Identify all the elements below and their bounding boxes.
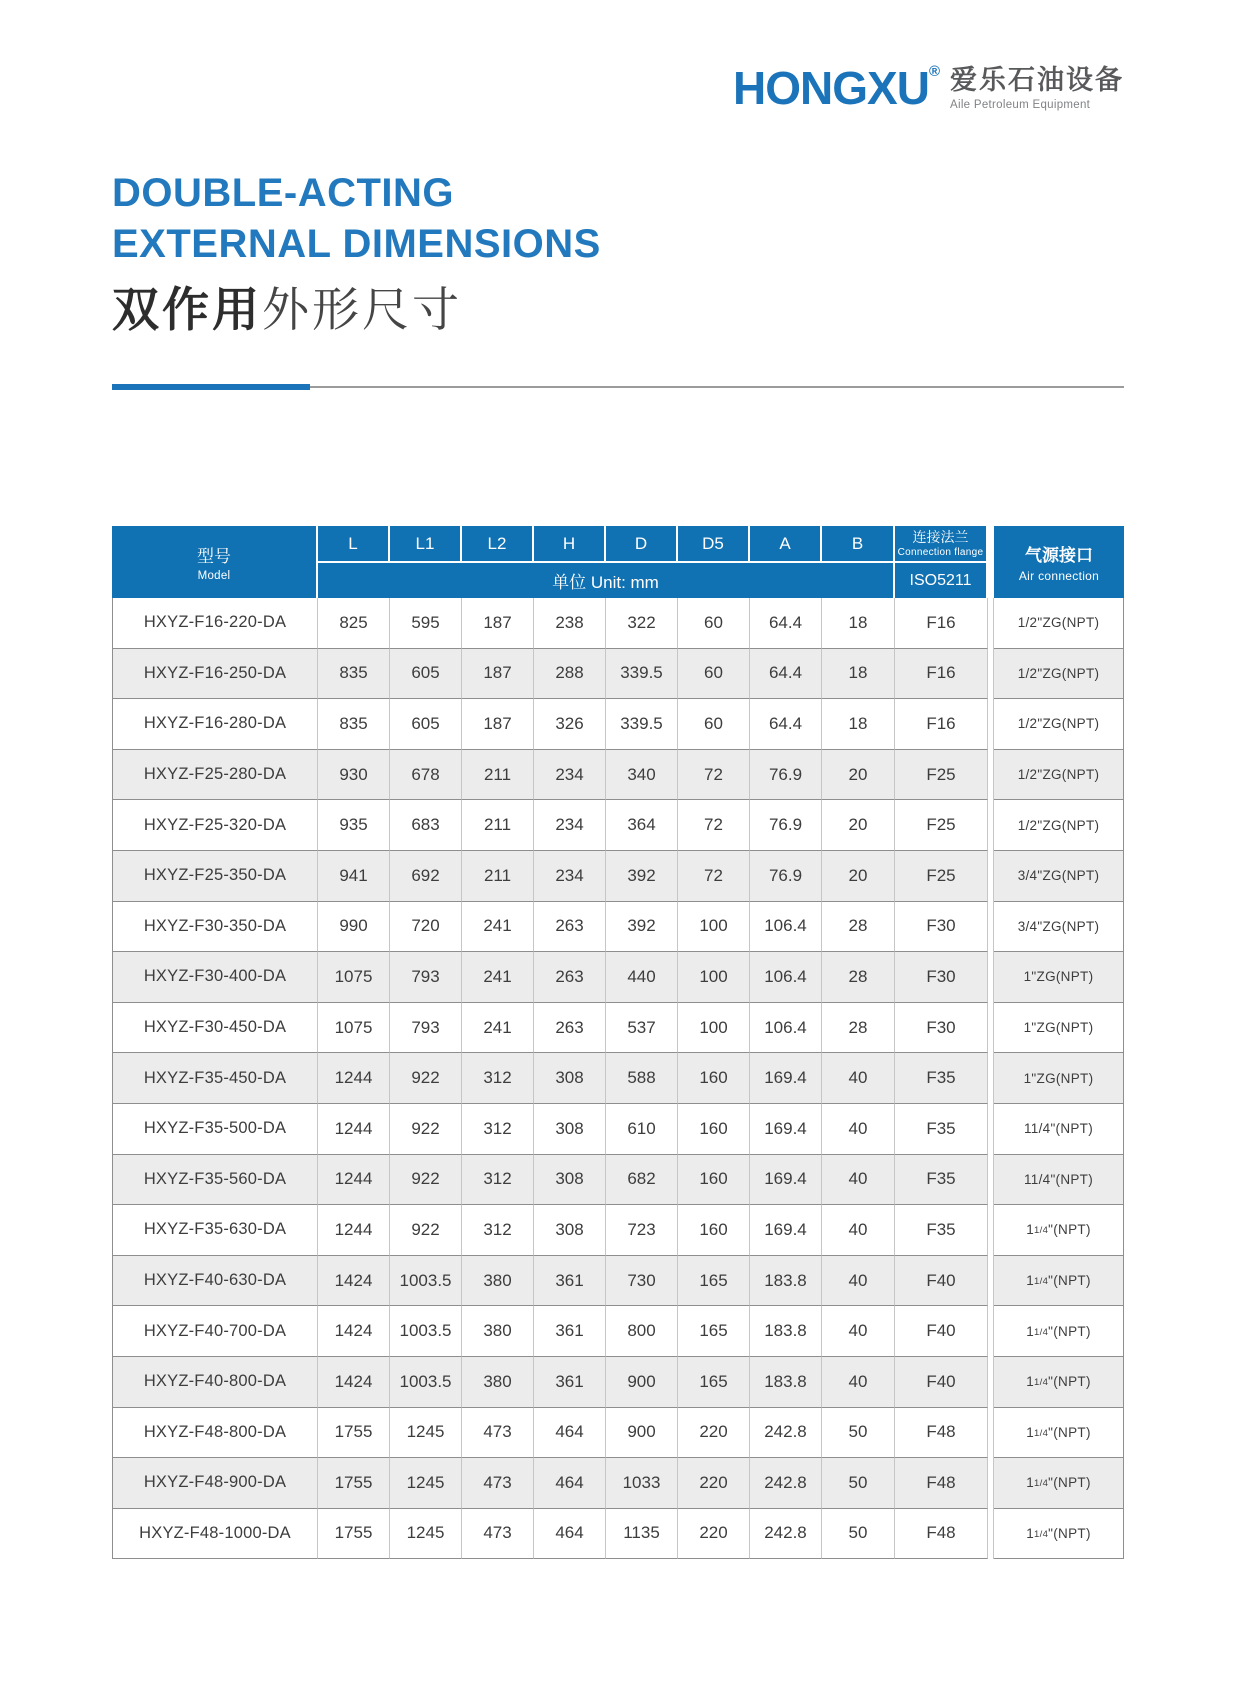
air-connection-cell (994, 851, 1124, 902)
table-row (112, 1408, 1124, 1459)
dimension-cell: 50 (822, 1458, 895, 1509)
air-text-suffix: "(NPT) (1048, 1323, 1091, 1339)
dimension-cell: 187 (462, 598, 534, 649)
dimension-cell: 312 (462, 1205, 534, 1256)
dimension-cell: 723 (606, 1205, 678, 1256)
dimension-cell: 312 (462, 1053, 534, 1104)
dimension-cell: 1245 (390, 1458, 462, 1509)
dimension-cell: 473 (462, 1408, 534, 1459)
dimension-cell: 60 (678, 649, 750, 700)
header-air-connection (994, 526, 1124, 598)
air-text-suffix: "(NPT) (1048, 1424, 1091, 1440)
title-cn-bold: 双作用 (112, 283, 262, 336)
dimension-cell: 169.4 (750, 1104, 822, 1155)
dimension-cell: 605 (390, 699, 462, 750)
dimension-cell: 220 (678, 1458, 750, 1509)
header-iso-standard: ISO5211 (895, 563, 988, 598)
air-text: 3/4"ZG(NPT) (1017, 918, 1100, 934)
dimension-cell: 900 (606, 1357, 678, 1408)
dimension-cell: 922 (390, 1104, 462, 1155)
air-connection-cell (994, 649, 1124, 700)
dimension-cell: 380 (462, 1256, 534, 1307)
dimension-cell: 380 (462, 1357, 534, 1408)
dimension-cell: 187 (462, 649, 534, 700)
table-row (112, 1357, 1124, 1408)
air-connection-cell (994, 1205, 1124, 1256)
dimension-cell: 64.4 (750, 649, 822, 700)
dimensions-table (112, 526, 1124, 1559)
air-text: 1/2"ZG(NPT) (1017, 716, 1100, 732)
table-row (112, 1003, 1124, 1054)
dimension-cell: 326 (534, 699, 606, 750)
dimension-cell: 60 (678, 699, 750, 750)
model-cell: HXYZ-F30-400-DA (112, 952, 318, 1003)
flange-cell: F30 (895, 902, 988, 953)
dimension-cell: 683 (390, 800, 462, 851)
dimension-cell: 464 (534, 1509, 606, 1560)
dimension-cell: 361 (534, 1306, 606, 1357)
air-connection-cell (994, 1408, 1124, 1459)
flange-cell: F25 (895, 800, 988, 851)
air-fraction: 1/4 (1034, 1427, 1049, 1439)
dimension-cell: 242.8 (750, 1458, 822, 1509)
dimension-cell: 605 (390, 649, 462, 700)
header-dim-L1: L1 (390, 526, 462, 563)
dimension-cell: 835 (318, 699, 390, 750)
dimension-cell: 595 (390, 598, 462, 649)
dimension-cell: 941 (318, 851, 390, 902)
dimension-cell: 20 (822, 851, 895, 902)
dimension-cell: 28 (822, 1003, 895, 1054)
table-row (112, 1509, 1124, 1560)
table-row (112, 1053, 1124, 1104)
air-text: 3/4"ZG(NPT) (1017, 868, 1100, 884)
header-dim-B: B (822, 526, 895, 563)
dimension-cell: 800 (606, 1306, 678, 1357)
dimension-cell: 40 (822, 1104, 895, 1155)
table-row (112, 800, 1124, 851)
air-text: 1"ZG(NPT) (1023, 969, 1094, 985)
flange-cell: F16 (895, 598, 988, 649)
dimension-cell: 160 (678, 1053, 750, 1104)
dimension-cell: 211 (462, 851, 534, 902)
model-cell: HXYZ-F16-250-DA (112, 649, 318, 700)
title-line-2: EXTERNAL DIMENSIONS (112, 222, 601, 266)
dimension-cell: 308 (534, 1205, 606, 1256)
header-row-1 (112, 526, 1124, 563)
dimension-cell: 72 (678, 750, 750, 801)
model-cell: HXYZ-F48-900-DA (112, 1458, 318, 1509)
dimension-cell: 40 (822, 1306, 895, 1357)
table-row (112, 699, 1124, 750)
dimension-cell: 60 (678, 598, 750, 649)
dimension-cell: 20 (822, 750, 895, 801)
dimension-cell: 160 (678, 1104, 750, 1155)
dimension-cell: 308 (534, 1104, 606, 1155)
title-cn (112, 283, 601, 336)
header-unit: 单位 Unit: mm (318, 563, 895, 598)
air-text: 1 (1026, 1222, 1035, 1238)
dimension-cell: 241 (462, 952, 534, 1003)
flange-cell: F30 (895, 1003, 988, 1054)
flange-cell: F16 (895, 649, 988, 700)
dimension-cell: 76.9 (750, 851, 822, 902)
dimension-cell: 40 (822, 1053, 895, 1104)
dimension-cell: 165 (678, 1256, 750, 1307)
dimension-cell: 18 (822, 649, 895, 700)
dimension-cell: 922 (390, 1205, 462, 1256)
dimension-cell: 339.5 (606, 699, 678, 750)
dimension-cell: 1003.5 (390, 1357, 462, 1408)
model-cell: HXYZ-F40-630-DA (112, 1256, 318, 1307)
air-connection-cell (994, 1306, 1124, 1357)
flange-cell: F40 (895, 1306, 988, 1357)
dimension-cell: 322 (606, 598, 678, 649)
dimension-cell: 730 (606, 1256, 678, 1307)
header-flange-cn: 连接法兰 (912, 528, 969, 545)
table-row (112, 952, 1124, 1003)
flange-cell: F40 (895, 1256, 988, 1307)
dimension-cell: 361 (534, 1357, 606, 1408)
header-dim-D5: D5 (678, 526, 750, 563)
dimension-cell: 28 (822, 902, 895, 953)
dimension-cell: 930 (318, 750, 390, 801)
dimension-cell: 610 (606, 1104, 678, 1155)
dimension-cell: 242.8 (750, 1408, 822, 1459)
flange-cell: F35 (895, 1205, 988, 1256)
dimension-cell: 1003.5 (390, 1256, 462, 1307)
model-cell: HXYZ-F35-560-DA (112, 1155, 318, 1206)
dimension-cell: 288 (534, 649, 606, 700)
dimension-cell: 392 (606, 851, 678, 902)
table-row (112, 649, 1124, 700)
dimension-cell: 678 (390, 750, 462, 801)
dimension-cell: 100 (678, 952, 750, 1003)
flange-cell: F16 (895, 699, 988, 750)
air-connection-cell (994, 902, 1124, 953)
dimension-cell: 692 (390, 851, 462, 902)
header-dim-H: H (534, 526, 606, 563)
dimension-cell: 64.4 (750, 598, 822, 649)
dimension-cell: 1244 (318, 1104, 390, 1155)
flange-cell: F35 (895, 1155, 988, 1206)
model-cell: HXYZ-F35-500-DA (112, 1104, 318, 1155)
header-model (112, 526, 318, 598)
flange-cell: F35 (895, 1104, 988, 1155)
model-cell: HXYZ-F16-280-DA (112, 699, 318, 750)
air-text: 1/2"ZG(NPT) (1017, 665, 1100, 681)
air-connection-cell (994, 1155, 1124, 1206)
title-divider (112, 384, 1124, 390)
dimension-cell: 106.4 (750, 902, 822, 953)
dimension-cell: 1075 (318, 1003, 390, 1054)
table-row (112, 1104, 1124, 1155)
dimension-cell: 40 (822, 1155, 895, 1206)
dimension-cell: 40 (822, 1205, 895, 1256)
table-row (112, 1256, 1124, 1307)
brand-logo-block (733, 62, 1124, 114)
dimension-cell: 263 (534, 952, 606, 1003)
dimension-cell: 1424 (318, 1306, 390, 1357)
dimension-cell: 340 (606, 750, 678, 801)
dimension-cell: 18 (822, 699, 895, 750)
model-cell: HXYZ-F35-450-DA (112, 1053, 318, 1104)
air-fraction: 1/4 (1034, 1225, 1049, 1237)
air-text-suffix: "(NPT) (1048, 1525, 1091, 1541)
dimension-cell: 241 (462, 902, 534, 953)
dimension-cell: 1755 (318, 1408, 390, 1459)
dimension-cell: 1244 (318, 1155, 390, 1206)
header-dim-L: L (318, 526, 390, 563)
air-connection-cell (994, 800, 1124, 851)
air-text: 1 (1026, 1374, 1035, 1390)
air-text-suffix: "(NPT) (1048, 1374, 1091, 1390)
dimension-cell: 234 (534, 750, 606, 801)
dimension-cell: 100 (678, 902, 750, 953)
header-dim-L2: L2 (462, 526, 534, 563)
dimension-cell: 169.4 (750, 1205, 822, 1256)
model-cell: HXYZ-F48-1000-DA (112, 1509, 318, 1560)
flange-cell: F35 (895, 1053, 988, 1104)
dimension-cell: 234 (534, 851, 606, 902)
model-cell: HXYZ-F40-800-DA (112, 1357, 318, 1408)
dimension-cell: 308 (534, 1155, 606, 1206)
header-flange-en: Connection flange (897, 546, 984, 558)
title-cn-rest: 外形尺寸 (262, 283, 462, 336)
header-dim-D: D (606, 526, 678, 563)
dimension-cell: 18 (822, 598, 895, 649)
air-fraction: 1/4 (1034, 1528, 1049, 1540)
dimension-cell: 392 (606, 902, 678, 953)
dimension-cell: 440 (606, 952, 678, 1003)
flange-cell: F48 (895, 1509, 988, 1560)
air-text: 1/2"ZG(NPT) (1017, 615, 1100, 631)
dimension-cell: 1245 (390, 1408, 462, 1459)
model-cell: HXYZ-F30-450-DA (112, 1003, 318, 1054)
dimension-cell: 50 (822, 1408, 895, 1459)
table-row (112, 750, 1124, 801)
brand-name-cn: 爱乐石油设备 (950, 65, 1124, 95)
flange-cell: F48 (895, 1408, 988, 1459)
dimension-cell: 263 (534, 902, 606, 953)
dimension-cell: 825 (318, 598, 390, 649)
hongxu-wordmark (733, 62, 940, 114)
dimension-cell: 169.4 (750, 1155, 822, 1206)
dimension-cell: 183.8 (750, 1357, 822, 1408)
dimension-cell: 242.8 (750, 1509, 822, 1560)
dimension-cell: 835 (318, 649, 390, 700)
air-text: 1"ZG(NPT) (1023, 1070, 1094, 1086)
air-connection-cell (994, 1458, 1124, 1509)
dimension-cell: 72 (678, 800, 750, 851)
dimension-cell: 160 (678, 1155, 750, 1206)
dimension-cell: 263 (534, 1003, 606, 1054)
table-body (112, 598, 1124, 1559)
dimension-cell: 165 (678, 1306, 750, 1357)
dimension-cell: 211 (462, 750, 534, 801)
dimension-cell: 720 (390, 902, 462, 953)
model-cell: HXYZ-F25-350-DA (112, 851, 318, 902)
air-text-suffix: "(NPT) (1048, 1273, 1091, 1289)
dimension-cell: 76.9 (750, 750, 822, 801)
air-text: 1/2"ZG(NPT) (1017, 817, 1100, 833)
dimension-cell: 473 (462, 1509, 534, 1560)
flange-cell: F25 (895, 750, 988, 801)
air-connection-cell (994, 1053, 1124, 1104)
air-connection-cell (994, 1256, 1124, 1307)
dimension-cell: 183.8 (750, 1306, 822, 1357)
dimension-cell: 1244 (318, 1205, 390, 1256)
air-text: 1 (1026, 1424, 1035, 1440)
air-connection-cell (994, 699, 1124, 750)
air-text: 11/4"(NPT) (1023, 1171, 1094, 1187)
air-fraction: 1/4 (1034, 1478, 1049, 1490)
dimension-cell: 187 (462, 699, 534, 750)
dimension-cell: 238 (534, 598, 606, 649)
air-text: 11/4"(NPT) (1023, 1121, 1094, 1137)
air-text: 1 (1026, 1475, 1035, 1491)
dimension-cell: 682 (606, 1155, 678, 1206)
dimension-cell: 1075 (318, 952, 390, 1003)
dimension-cell: 308 (534, 1053, 606, 1104)
header-model-cn: 型号 (197, 547, 231, 566)
dimension-cell: 100 (678, 1003, 750, 1054)
air-connection-cell (994, 750, 1124, 801)
dimension-cell: 40 (822, 1357, 895, 1408)
dimension-cell: 220 (678, 1509, 750, 1560)
dimension-cell: 793 (390, 952, 462, 1003)
flange-cell: F30 (895, 952, 988, 1003)
dimension-cell: 169.4 (750, 1053, 822, 1104)
model-cell: HXYZ-F30-350-DA (112, 902, 318, 953)
dimension-cell: 50 (822, 1509, 895, 1560)
table-row (112, 598, 1124, 649)
dimension-cell: 165 (678, 1357, 750, 1408)
dimension-cell: 1755 (318, 1458, 390, 1509)
air-connection-cell (994, 1104, 1124, 1155)
dimension-cell: 106.4 (750, 952, 822, 1003)
table-header (112, 526, 1124, 598)
brand-subtext-block (950, 66, 1124, 111)
dimension-cell: 220 (678, 1408, 750, 1459)
header-dim-A: A (750, 526, 822, 563)
dimension-cell: 380 (462, 1306, 534, 1357)
dimension-cell: 935 (318, 800, 390, 851)
air-text-suffix: "(NPT) (1048, 1222, 1091, 1238)
header-air-cn: 气源接口 (1025, 546, 1093, 565)
dimension-cell: 464 (534, 1458, 606, 1509)
model-cell: HXYZ-F40-700-DA (112, 1306, 318, 1357)
dimension-cell: 40 (822, 1256, 895, 1307)
dimension-cell: 234 (534, 800, 606, 851)
dimension-cell: 361 (534, 1256, 606, 1307)
dimension-cell: 793 (390, 1003, 462, 1054)
dimension-cell: 1244 (318, 1053, 390, 1104)
dimension-cell: 1755 (318, 1509, 390, 1560)
dimension-cell: 211 (462, 800, 534, 851)
air-text-suffix: "(NPT) (1048, 1475, 1091, 1491)
dimension-cell: 922 (390, 1155, 462, 1206)
flange-cell: F25 (895, 851, 988, 902)
model-cell: HXYZ-F25-280-DA (112, 750, 318, 801)
air-fraction: 1/4 (1034, 1326, 1049, 1338)
model-cell: HXYZ-F35-630-DA (112, 1205, 318, 1256)
dimension-cell: 1245 (390, 1509, 462, 1560)
air-text: 1 (1026, 1525, 1035, 1541)
hongxu-text: HONGXU (733, 62, 929, 114)
air-fraction: 1/4 (1034, 1377, 1049, 1389)
flange-cell: F40 (895, 1357, 988, 1408)
dimension-cell: 537 (606, 1003, 678, 1054)
dimension-cell: 464 (534, 1408, 606, 1459)
header-connection-flange (895, 526, 988, 563)
dimension-cell: 312 (462, 1104, 534, 1155)
table-row (112, 902, 1124, 953)
air-text: 1/2"ZG(NPT) (1017, 767, 1100, 783)
dimension-cell: 990 (318, 902, 390, 953)
air-connection-cell (994, 598, 1124, 649)
dimension-cell: 312 (462, 1155, 534, 1206)
table-row (112, 851, 1124, 902)
dimension-cell: 1003.5 (390, 1306, 462, 1357)
air-fraction: 1/4 (1034, 1276, 1049, 1288)
model-cell: HXYZ-F48-800-DA (112, 1408, 318, 1459)
table-row (112, 1458, 1124, 1509)
dimension-cell: 160 (678, 1205, 750, 1256)
air-connection-cell (994, 1509, 1124, 1560)
flange-cell: F48 (895, 1458, 988, 1509)
dimension-cell: 364 (606, 800, 678, 851)
table-row (112, 1205, 1124, 1256)
model-cell: HXYZ-F25-320-DA (112, 800, 318, 851)
air-text: 1"ZG(NPT) (1023, 1020, 1094, 1036)
dimension-cell: 339.5 (606, 649, 678, 700)
dimension-cell: 1424 (318, 1256, 390, 1307)
brand-name-en: Aile Petroleum Equipment (950, 98, 1091, 111)
model-cell: HXYZ-F16-220-DA (112, 598, 318, 649)
header-air-en: Air connection (1018, 569, 1100, 583)
air-text: 1 (1026, 1323, 1035, 1339)
divider-blue-accent (112, 384, 310, 390)
air-connection-cell (994, 952, 1124, 1003)
dimension-cell: 588 (606, 1053, 678, 1104)
dimension-cell: 72 (678, 851, 750, 902)
registered-trademark-icon: ® (928, 63, 940, 80)
dimension-cell: 900 (606, 1408, 678, 1459)
dimension-cell: 76.9 (750, 800, 822, 851)
air-connection-cell (994, 1357, 1124, 1408)
dimension-cell: 183.8 (750, 1256, 822, 1307)
dimension-cell: 1033 (606, 1458, 678, 1509)
air-connection-cell (994, 1003, 1124, 1054)
dimension-cell: 1135 (606, 1509, 678, 1560)
dimension-cell: 106.4 (750, 1003, 822, 1054)
page-title (112, 168, 601, 336)
dimension-cell: 1424 (318, 1357, 390, 1408)
dimension-cell: 922 (390, 1053, 462, 1104)
air-text: 1 (1026, 1273, 1035, 1289)
table-row (112, 1306, 1124, 1357)
dimension-cell: 473 (462, 1458, 534, 1509)
table-row (112, 1155, 1124, 1206)
dimension-cell: 241 (462, 1003, 534, 1054)
dimension-cell: 64.4 (750, 699, 822, 750)
header-model-en: Model (197, 570, 231, 582)
dimension-cell: 28 (822, 952, 895, 1003)
dimension-cell: 20 (822, 800, 895, 851)
title-line-1: DOUBLE-ACTING (112, 171, 455, 215)
